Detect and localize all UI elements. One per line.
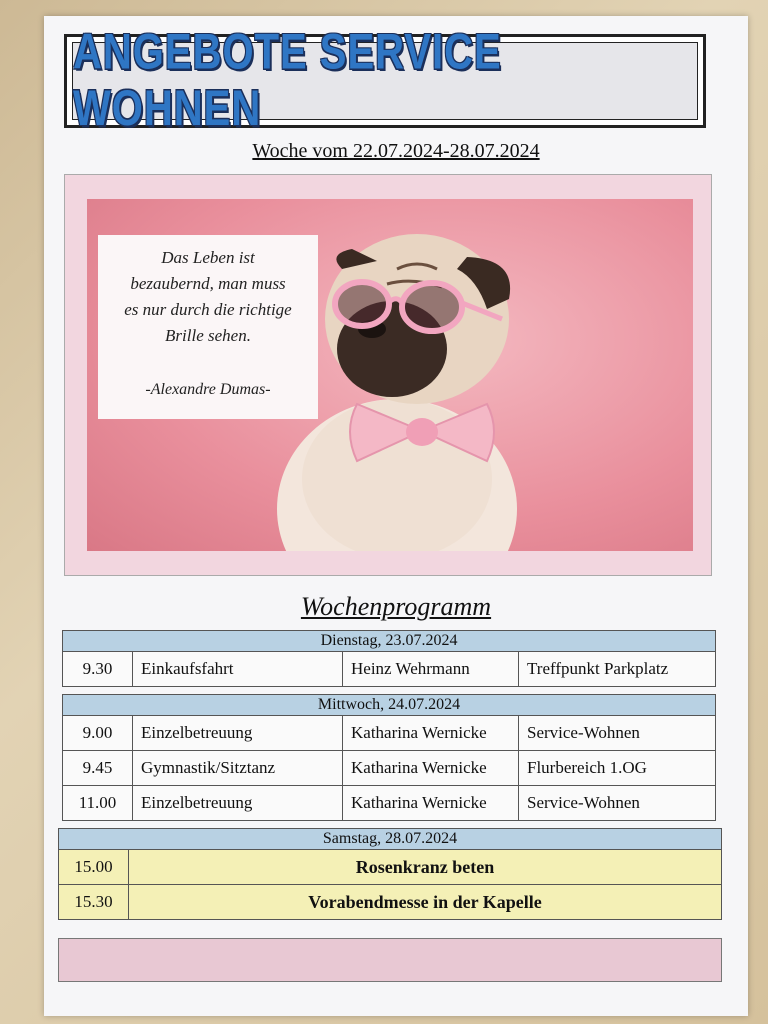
activity-cell: Einkaufsfahrt — [133, 652, 343, 686]
table-row — [62, 786, 716, 821]
table-row — [62, 716, 716, 751]
person-cell: Katharina Wernicke — [343, 751, 519, 785]
place-cell: Treffpunkt Parkplatz — [527, 659, 669, 678]
table-row — [62, 751, 716, 786]
table-row — [58, 850, 722, 885]
time-cell: 15.30 — [59, 885, 129, 919]
title-box — [64, 24, 706, 136]
place-cell: Service-Wohnen — [527, 723, 640, 742]
day-block-saturday — [58, 828, 722, 920]
day-header: Dienstag, 23.07.2024 — [62, 630, 716, 652]
quote-box — [98, 235, 318, 419]
time-cell: 11.00 — [63, 786, 133, 820]
week-range-container — [44, 140, 748, 163]
quote-line: bezaubernd, man muss — [130, 274, 286, 293]
footer-bar — [58, 938, 722, 982]
photo-frame — [64, 174, 712, 576]
person-cell: Katharina Wernicke — [343, 786, 519, 820]
title-inner — [72, 24, 698, 136]
activity-cell: Einzelbetreuung — [133, 716, 343, 750]
quote-line: Das Leben ist — [161, 248, 255, 267]
activity-cell: Einzelbetreuung — [133, 786, 343, 820]
place-cell: Service-Wohnen — [527, 793, 640, 812]
day-header: Samstag, 28.07.2024 — [58, 828, 722, 850]
table-row — [58, 885, 722, 920]
quote-line: Brille sehen. — [165, 326, 251, 345]
day-block-wednesday — [62, 694, 716, 821]
time-cell: 9.30 — [63, 652, 133, 686]
quote-author: -Alexandre Dumas- — [145, 381, 271, 398]
program-title-container — [44, 592, 748, 622]
table-row — [62, 652, 716, 687]
time-cell: 15.00 — [59, 850, 129, 884]
pug-photo — [87, 199, 693, 551]
day-block-tuesday — [62, 630, 716, 687]
person-cell: Katharina Wernicke — [343, 716, 519, 750]
event-cell: Vorabendmesse in der Kapelle — [308, 891, 542, 912]
flyer-page — [44, 16, 748, 1016]
page-title: ANGEBOTE SERVICE WOHNEN — [73, 24, 502, 136]
day-header: Mittwoch, 24.07.2024 — [62, 694, 716, 716]
time-cell: 9.45 — [63, 751, 133, 785]
quote-line: es nur durch die richtige — [124, 300, 292, 319]
person-cell: Heinz Wehrmann — [343, 652, 519, 686]
event-cell: Rosenkranz beten — [355, 856, 495, 877]
activity-cell: Gymnastik/Sitztanz — [133, 751, 343, 785]
quote-text — [104, 245, 312, 349]
program-title: Wochenprogramm — [300, 592, 492, 621]
place-cell: Flurbereich 1.OG — [527, 758, 647, 777]
time-cell: 9.00 — [63, 716, 133, 750]
week-range: Woche vom 22.07.2024-28.07.2024 — [252, 140, 540, 162]
